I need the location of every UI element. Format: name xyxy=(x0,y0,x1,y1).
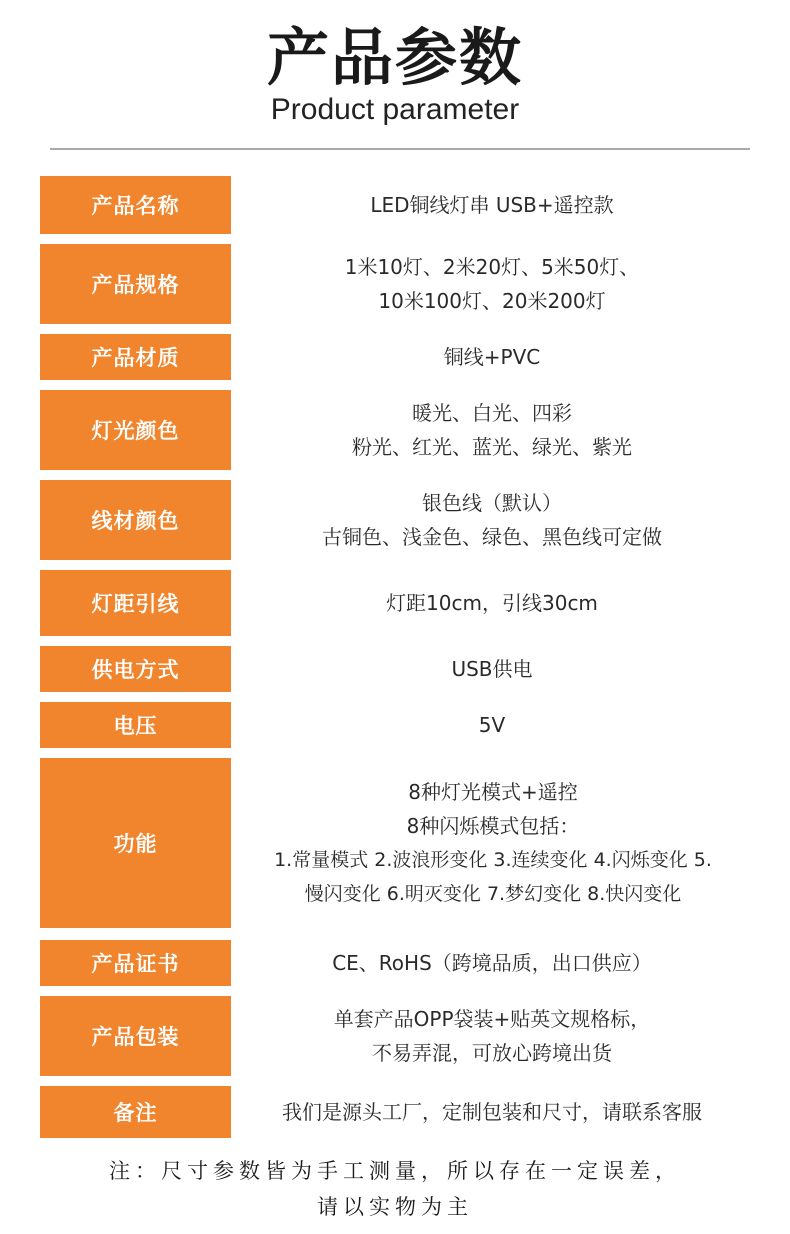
param-value-line: 铜线+PVC xyxy=(443,345,541,369)
param-value-line: 单套产品OPP袋装+贴英文规格标， xyxy=(333,1007,651,1031)
param-value xyxy=(237,244,747,324)
param-row-certificate xyxy=(40,940,760,986)
param-row-function xyxy=(40,758,760,928)
param-row-spec xyxy=(40,244,760,324)
param-value-line: LED铜线灯串 USB+遥控款 xyxy=(370,193,614,217)
param-label: 灯距引线 xyxy=(40,570,231,636)
param-label: 功能 xyxy=(40,758,231,928)
page-subtitle: Product parameter xyxy=(270,93,520,126)
param-row-wire-color xyxy=(40,480,760,560)
param-row-spacing xyxy=(40,570,760,636)
param-value-line: 慢闪变化 6.明灭变化 7.梦幻变化 8.快闪变化 xyxy=(304,883,682,905)
param-value xyxy=(237,334,747,380)
param-value xyxy=(237,390,747,470)
param-row-light-color xyxy=(40,390,760,470)
param-value xyxy=(237,940,747,986)
param-row-remark xyxy=(40,1086,760,1138)
param-value-line: CE、RoHS（跨境品质，出口供应） xyxy=(332,951,652,975)
param-label: 产品材质 xyxy=(40,334,231,380)
param-value xyxy=(237,702,747,748)
param-value-line: 粉光、红光、蓝光、绿光、紫光 xyxy=(352,435,632,459)
param-value xyxy=(233,758,753,928)
param-value-line: 1米10灯、2米20灯、5米50灯、 xyxy=(344,255,640,279)
footnote-line: 请以实物为主 xyxy=(317,1195,473,1219)
param-value-line: 我们是源头工厂，定制包装和尺寸，请联系客服 xyxy=(282,1100,702,1124)
param-row-product-name xyxy=(40,176,760,234)
param-value-line: 不易弄混，可放心跨境出货 xyxy=(372,1041,612,1065)
param-row-material xyxy=(40,334,760,380)
param-value-line: 8种闪烁模式包括： xyxy=(406,814,580,838)
param-value-line: 古铜色、浅金色、绿色、黑色线可定做 xyxy=(322,525,662,549)
param-value xyxy=(237,1086,747,1138)
param-value-line: 10米100灯、20米200灯 xyxy=(378,289,606,313)
param-label: 备注 xyxy=(40,1086,231,1138)
param-label: 产品名称 xyxy=(40,176,231,234)
footnote-line: 注：尺寸参数皆为手工测量，所以存在一定误差， xyxy=(109,1159,681,1183)
param-value xyxy=(237,176,747,234)
param-label: 产品规格 xyxy=(40,244,231,324)
param-value-line: 1.常量模式 2.波浪形变化 3.连续变化 4.闪烁变化 5. xyxy=(274,849,712,871)
header-divider xyxy=(50,148,750,150)
param-label: 电压 xyxy=(40,702,231,748)
param-value xyxy=(237,646,747,692)
param-value-line: 银色线（默认） xyxy=(422,491,562,515)
param-value-line: 8种灯光模式+遥控 xyxy=(408,780,578,804)
param-value-line: 5V xyxy=(478,713,506,737)
param-value-line: 暖光、白光、四彩 xyxy=(412,401,572,425)
param-row-power-supply xyxy=(40,646,760,692)
param-row-packaging xyxy=(40,996,760,1076)
footnote xyxy=(0,1153,790,1225)
param-row-voltage xyxy=(40,702,760,748)
param-label: 线材颜色 xyxy=(40,480,231,560)
param-value-line: 灯距10cm，引线30cm xyxy=(386,591,598,615)
param-value-line: USB供电 xyxy=(451,657,533,681)
page-title: 产品参数 xyxy=(266,21,523,94)
param-label: 产品证书 xyxy=(40,940,231,986)
param-label: 灯光颜色 xyxy=(40,390,231,470)
param-value xyxy=(237,570,747,636)
param-label: 供电方式 xyxy=(40,646,231,692)
param-label: 产品包装 xyxy=(40,996,231,1076)
param-value xyxy=(237,480,747,560)
param-value xyxy=(237,996,747,1076)
